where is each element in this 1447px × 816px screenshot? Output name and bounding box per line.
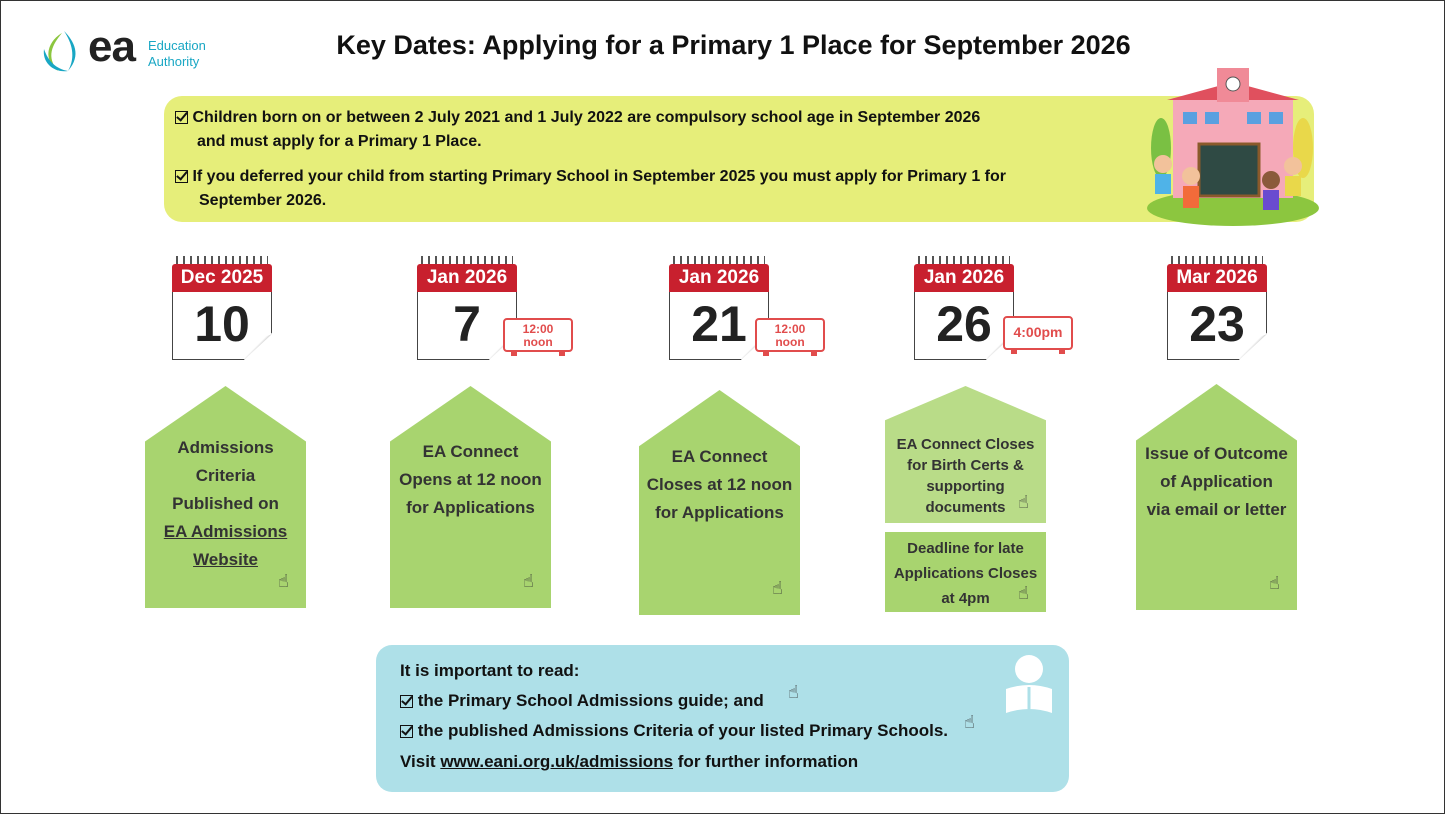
calendar-month: Dec 2025 — [172, 264, 272, 292]
milestone-text: EA Connect Closes for Birth Certs & supporting documents — [896, 436, 1035, 516]
admissions-website-link[interactable]: Website — [193, 550, 258, 569]
logo-subtitle: Education Authority — [148, 38, 206, 69]
milestone-text: EA Connect Opens at 12 noon for Applications — [399, 442, 542, 517]
logo-wordmark: ea — [88, 22, 135, 71]
calendar-icon — [170, 256, 276, 364]
calendar-day: 26 — [936, 296, 992, 352]
milestone-text: Admissions Criteria Published on EA Admissions Website — [145, 434, 306, 574]
admissions-website-link[interactable]: EA Admissions — [163, 522, 288, 541]
pointer-hand-icon[interactable]: ☝ — [278, 571, 289, 591]
pointer-hand-icon[interactable]: ☝ — [1018, 492, 1029, 512]
calendar-icon — [912, 256, 1018, 364]
calendar-month: Mar 2026 — [1167, 264, 1267, 292]
pointer-hand-icon[interactable]: ☝ — [964, 712, 975, 732]
school-illustration-icon — [1143, 68, 1323, 230]
alarm-clock-icon: 12:00 noon — [755, 318, 825, 352]
pointer-hand-icon[interactable]: ☝ — [1269, 573, 1280, 593]
milestone-text: Issue of Outcome of Application via email or letter — [1145, 444, 1288, 519]
calendar-month: Jan 2026 — [914, 264, 1014, 292]
calendar-month: Jan 2026 — [669, 264, 769, 292]
milestone-text-late: Deadline for late Applications Closes at 4pm — [893, 540, 1038, 607]
calendar-day: 23 — [1189, 296, 1245, 352]
pointer-hand-icon[interactable]: ☝ — [772, 578, 783, 598]
pointer-hand-icon[interactable]: ☝ — [1018, 583, 1029, 603]
checkbox-icon — [400, 695, 413, 708]
pointer-hand-icon[interactable]: ☝ — [788, 682, 799, 702]
calendar-icon — [1165, 256, 1271, 364]
calendar-month: Jan 2026 — [417, 264, 517, 292]
alarm-clock-icon: 4:00pm — [1003, 316, 1073, 350]
banner-item-1: Children born on or between 2 July 2021 and 1 July 2022 are compulsory school age in September 2026 and must apply for a Primary 1 Place. — [175, 106, 980, 154]
admissions-link[interactable]: www.eani.org.uk/admissions — [440, 752, 674, 771]
checkbox-icon — [175, 170, 188, 183]
checkbox-icon — [175, 111, 188, 124]
info-box — [376, 645, 1069, 792]
alarm-clock-icon: 12:00 noon — [503, 318, 573, 352]
pointer-hand-icon[interactable]: ☝ — [523, 571, 534, 591]
info-item-guide: the Primary School Admissions guide; and — [400, 689, 764, 713]
reader-icon — [998, 653, 1060, 719]
calendar-day: 10 — [194, 296, 250, 352]
info-visit: Visit www.eani.org.uk/admissions for further information — [400, 752, 859, 771]
info-item-criteria: the published Admissions Criteria of your listed Primary Schools. — [400, 719, 948, 743]
checkbox-icon — [400, 725, 413, 738]
info-heading: It is important to read: — [400, 661, 580, 680]
calendar-day: 7 — [453, 296, 481, 352]
banner-item-2: If you deferred your child from starting Primary School in September 2025 you must apply for Primary 1 for September 2026. — [175, 165, 1006, 213]
milestone-text: EA Connect Closes at 12 noon for Applications — [646, 447, 793, 522]
calendar-day: 21 — [691, 296, 747, 352]
page-title: Key Dates: Applying for a Primary 1 Place for September 2026 — [336, 30, 1131, 60]
